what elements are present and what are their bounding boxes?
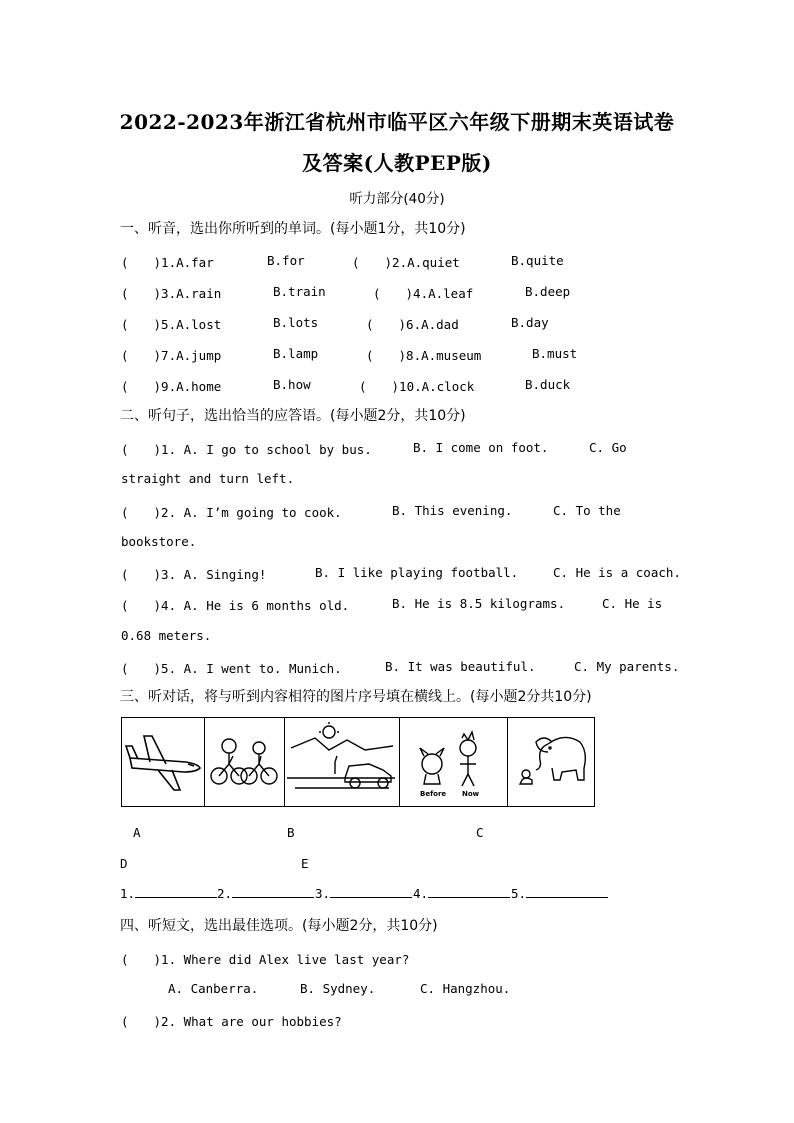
s2-q3-a: ( )3. A. Singing!	[121, 567, 267, 582]
s1-q2-b: B.quite	[511, 253, 564, 268]
s1-q3-b: B.train	[273, 284, 326, 299]
s2-q5-a: ( )5. A. I went to. Munich.	[121, 661, 342, 676]
label-d: D	[120, 856, 128, 871]
s1-q4-b: B.deep	[525, 284, 571, 299]
listening-subtitle: 听力部分(40分)	[349, 191, 445, 207]
s1-q1-b: B.for	[267, 253, 305, 268]
answer-blank-1[interactable]: 1.	[120, 885, 217, 901]
s1-q5: ( )5.A.lost	[121, 317, 222, 332]
s2-q1-b: B. I come on foot.	[413, 440, 549, 455]
s2-q4-cont: 0.68 meters.	[121, 628, 212, 643]
s1-q7-b: B.lamp	[273, 346, 319, 361]
s2-q3-c: C. He is a coach.	[553, 565, 681, 580]
answer-blank-4[interactable]: 4.	[413, 885, 510, 901]
section1-heading: 一、听音，选出你所听到的单词。(每小题1分，共10分)	[120, 221, 466, 237]
s4-q1: ( )1. Where did Alex live last year?	[121, 952, 410, 967]
before-now-picture	[400, 718, 507, 806]
s1-q8-b: B.must	[532, 346, 578, 361]
s4-q1-c: C. Hangzhou.	[420, 981, 511, 996]
s4-q1-b: B. Sydney.	[300, 981, 376, 996]
s2-q1-c: C. Go	[589, 440, 627, 455]
s2-q2-c: C. To the	[553, 503, 621, 518]
label-a: A	[133, 825, 141, 840]
road-car-picture	[285, 718, 399, 806]
s1-q5-b: B.lots	[273, 315, 319, 330]
answer-blank-2[interactable]: 2.	[217, 885, 314, 901]
s1-q3: ( )3.A.rain	[121, 286, 222, 301]
s4-q1-a: A. Canberra.	[168, 981, 259, 996]
before-caption: Before	[420, 790, 447, 798]
s1-q9-b: B.how	[273, 377, 311, 392]
s2-q2-a: ( )2. A. I’m going to cook.	[121, 505, 342, 520]
s2-q2-cont: bookstore.	[121, 534, 197, 549]
label-c: C	[476, 825, 484, 840]
s1-q8: ( )8.A.museum	[366, 348, 482, 363]
s1-q6-b: B.day	[511, 315, 549, 330]
exam-title-line2: 及答案(人教PEP版)	[302, 151, 492, 175]
s1-q10: ( )10.A.clock	[359, 379, 475, 394]
s1-q7: ( )7.A.jump	[121, 348, 222, 363]
picture-strip	[121, 717, 595, 807]
s2-q2-b: B. This evening.	[392, 503, 513, 518]
answer-blank-3[interactable]: 3.	[315, 885, 412, 901]
section3-heading: 三、听对话，将与听到内容相符的图片序号填在横线上。(每小题2分共10分)	[120, 689, 592, 705]
s1-q9: ( )9.A.home	[121, 379, 222, 394]
s2-q4-b: B. He is 8.5 kilograms.	[392, 596, 566, 611]
s2-q1-cont: straight and turn left.	[121, 471, 295, 486]
s1-q1: ( )1.A.far	[121, 255, 214, 270]
s1-q10-b: B.duck	[525, 377, 571, 392]
exam-title-line1: 2022-2023年浙江省杭州市临平区六年级下册期末英语试卷	[119, 110, 675, 134]
elephant-picture	[508, 718, 594, 806]
label-b: B	[287, 825, 295, 840]
s1-q2: ( )2.A.quiet	[352, 255, 460, 270]
s1-q4: ( )4.A.leaf	[373, 286, 474, 301]
bicycles-picture	[205, 718, 284, 806]
s2-q3-b: B. I like playing football.	[315, 565, 519, 580]
s2-q4-a: ( )4. A. He is 6 months old.	[121, 598, 350, 613]
s2-q1-a: ( )1. A. I go to school by bus.	[121, 442, 372, 457]
s2-q5-c: C. My parents.	[574, 659, 680, 674]
section4-heading: 四、听短文，选出最佳选项。(每小题2分，共10分)	[120, 918, 438, 934]
label-e: E	[301, 856, 309, 871]
airplane-picture	[122, 718, 204, 806]
s4-q2: ( )2. What are our hobbies?	[121, 1014, 342, 1029]
section2-heading: 二、听句子，选出恰当的应答语。(每小题2分，共10分)	[120, 408, 466, 424]
now-caption: Now	[462, 790, 480, 798]
s2-q5-b: B. It was beautiful.	[385, 659, 536, 674]
s2-q4-c: C. He is	[602, 596, 663, 611]
s1-q6: ( )6.A.dad	[366, 317, 459, 332]
answer-blank-5[interactable]: 5.	[511, 885, 608, 901]
